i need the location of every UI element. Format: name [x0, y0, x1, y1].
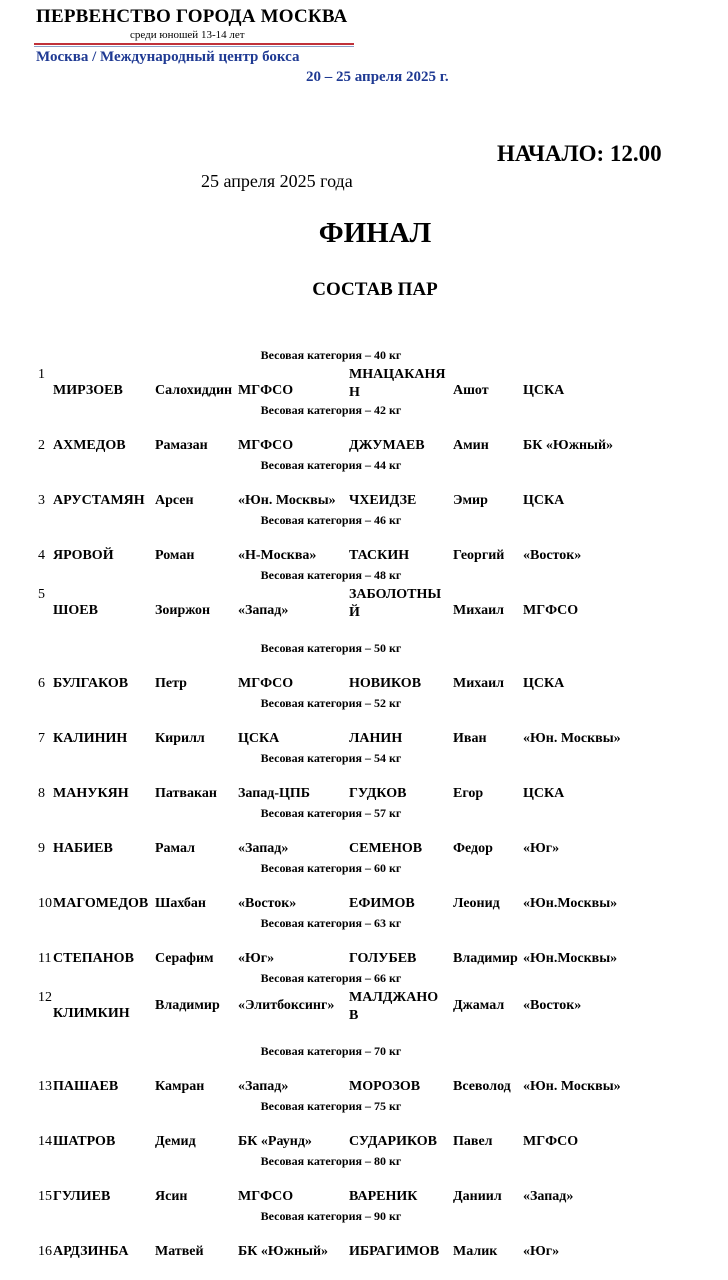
red-club: МГФСО [238, 676, 294, 691]
bout-number: 2 [38, 438, 45, 453]
bout-number: 4 [38, 548, 45, 563]
red-surname: МАНУКЯН [53, 786, 129, 801]
bout-number: 15 [38, 1189, 52, 1204]
red-surname: КАЛИНИН [53, 731, 128, 746]
blue-first-name: Иван [453, 731, 487, 746]
weight-category: Весовая категория – 50 кг [260, 641, 402, 655]
red-surname: СТЕПАНОВ [53, 951, 134, 966]
blue-club: «Юн.Москвы» [523, 896, 618, 911]
red-surname: АХМЕДОВ [53, 438, 126, 453]
blue-club: МГФСО [523, 1134, 579, 1149]
bout-number: 11 [38, 951, 52, 966]
blue-club: ЦСКА [523, 786, 565, 801]
blue-first-name: Малик [453, 1244, 498, 1259]
blue-surname: ТАСКИН [349, 548, 410, 563]
red-club: «Н-Москва» [238, 548, 317, 563]
venue: Москва / Международный центр бокса [36, 49, 300, 65]
red-surname: НАБИЕВ [53, 841, 113, 856]
blue-club: «Юг» [523, 1244, 560, 1259]
blue-surname: ЧХЕИДЗЕ [349, 493, 417, 508]
bout-number: 10 [38, 896, 52, 911]
bout-number: 13 [38, 1079, 52, 1094]
blue-club: БК «Южный» [523, 438, 614, 453]
red-club: «Запад» [238, 603, 289, 618]
blue-first-name: Ашот [453, 383, 489, 398]
weight-category: Весовая категория – 63 кг [260, 916, 402, 930]
blue-club: ЦСКА [523, 383, 565, 398]
red-club: БК «Раунд» [238, 1134, 312, 1149]
blue-surname: ЛАНИН [349, 731, 403, 746]
red-first-name: Петр [155, 676, 187, 691]
document-title: ПЕРВЕНСТВО ГОРОДА МОСКВА [36, 6, 348, 27]
bout-number: 12 [38, 990, 52, 1005]
blue-club: «Юн.Москвы» [523, 951, 618, 966]
blue-first-name: Павел [453, 1134, 493, 1149]
red-club: «Запад» [238, 1079, 289, 1094]
blue-club: ЦСКА [523, 676, 565, 691]
red-surname: ШАТРОВ [53, 1134, 116, 1149]
red-surname: КЛИМКИН [53, 1006, 130, 1021]
red-first-name: Кирилл [155, 731, 205, 746]
blue-first-name: Даниил [453, 1189, 502, 1204]
red-club: МГФСО [238, 383, 294, 398]
blue-surname: СЕМЕНОВ [349, 841, 423, 856]
blue-surname: ГУДКОВ [349, 786, 407, 801]
bout-number: 6 [38, 676, 45, 691]
weight-category: Весовая категория – 40 кг [260, 348, 402, 362]
weight-category: Весовая категория – 57 кг [260, 806, 402, 820]
red-club: БК «Южный» [238, 1244, 329, 1259]
blue-club: «Юг» [523, 841, 560, 856]
blue-club: ЦСКА [523, 493, 565, 508]
red-club: «Запад» [238, 841, 289, 856]
blue-first-name: Федор [453, 841, 493, 856]
bout-number: 5 [38, 587, 45, 602]
red-first-name: Владимир [155, 998, 220, 1013]
bout-number: 14 [38, 1134, 52, 1149]
bout-number: 16 [38, 1244, 52, 1259]
weight-category: Весовая категория – 42 кг [260, 403, 402, 417]
blue-surname: НОВИКОВ [349, 676, 422, 691]
weight-category: Весовая категория – 44 кг [260, 458, 402, 472]
blue-first-name: Михаил [453, 676, 505, 691]
red-first-name: Арсен [155, 493, 194, 508]
blue-first-name: Георгий [453, 548, 505, 563]
bout-number: 3 [38, 493, 45, 508]
red-club: МГФСО [238, 1189, 294, 1204]
red-club: МГФСО [238, 438, 294, 453]
blue-surname: МОРОЗОВ [349, 1079, 421, 1094]
blue-first-name: Амин [453, 438, 489, 453]
bout-number: 7 [38, 731, 45, 746]
red-surname: МАГОМЕДОВ [53, 896, 149, 911]
red-first-name: Патвакан [155, 786, 217, 801]
blue-first-name: Всеволод [453, 1079, 511, 1094]
blue-surname: МНАЦАКАНЯН [349, 367, 446, 400]
red-surname: ГУЛИЕВ [53, 1189, 111, 1204]
blue-first-name: Джамал [453, 998, 505, 1013]
red-first-name: Демид [155, 1134, 196, 1149]
blue-club: «Юн. Москвы» [523, 1079, 621, 1094]
red-club: ЦСКА [238, 731, 280, 746]
blue-club: «Запад» [523, 1189, 574, 1204]
blue-first-name: Егор [453, 786, 484, 801]
red-surname: АРДЗИНБА [53, 1244, 129, 1259]
red-first-name: Серафим [155, 951, 214, 966]
blue-club: «Восток» [523, 998, 582, 1013]
red-first-name: Камран [155, 1079, 205, 1094]
red-surname: ШОЕВ [53, 603, 98, 618]
red-surname: БУЛГАКОВ [53, 676, 129, 691]
weight-category: Весовая категория – 46 кг [260, 513, 402, 527]
weight-category: Весовая категория – 90 кг [260, 1209, 402, 1223]
header-divider-blue [34, 46, 354, 47]
blue-first-name: Эмир [453, 493, 488, 508]
blue-club: «Юн. Москвы» [523, 731, 621, 746]
red-club: «Юн. Москвы» [238, 493, 336, 508]
red-surname: ЯРОВОЙ [53, 548, 114, 563]
weight-category: Весовая категория – 70 кг [260, 1044, 402, 1058]
blue-first-name: Леонид [453, 896, 500, 911]
red-surname: АРУСТАМЯН [53, 493, 145, 508]
blue-surname: МАЛДЖАНОВ [349, 990, 439, 1023]
weight-category: Весовая категория – 48 кг [260, 568, 402, 582]
red-first-name: Матвей [155, 1244, 204, 1259]
blue-first-name: Михаил [453, 603, 505, 618]
red-first-name: Ясин [155, 1189, 188, 1204]
header-divider-red [34, 43, 354, 45]
blue-club: МГФСО [523, 603, 579, 618]
weight-category: Весовая категория – 80 кг [260, 1154, 402, 1168]
red-club: «Элитбоксинг» [238, 998, 335, 1013]
competition-day: 25 апреля 2025 года [201, 171, 353, 191]
weight-category: Весовая категория – 54 кг [260, 751, 402, 765]
stage-title: ФИНАЛ [318, 217, 432, 249]
blue-surname: СУДАРИКОВ [349, 1134, 437, 1149]
red-club: «Восток» [238, 896, 297, 911]
weight-category: Весовая категория – 75 кг [260, 1099, 402, 1113]
blue-first-name: Владимир [453, 951, 518, 966]
event-dates: 20 – 25 апреля 2025 г. [306, 69, 449, 85]
red-club: «Юг» [238, 951, 275, 966]
bout-number: 9 [38, 841, 45, 856]
red-first-name: Рамазан [155, 438, 208, 453]
blue-surname: ВАРЕНИК [349, 1189, 418, 1204]
red-first-name: Роман [155, 548, 195, 563]
red-club: Запад-ЦПБ [238, 786, 311, 801]
weight-category: Весовая категория – 52 кг [260, 696, 402, 710]
bout-number: 1 [38, 367, 45, 382]
blue-surname: ГОЛУБЕВ [349, 951, 417, 966]
red-surname: МИРЗОЕВ [53, 383, 123, 398]
blue-club: «Восток» [523, 548, 582, 563]
weight-category: Весовая категория – 66 кг [260, 971, 402, 985]
pairs-heading: СОСТАВ ПАР [312, 279, 438, 300]
red-first-name: Салохиддин [155, 383, 233, 398]
bout-number: 8 [38, 786, 45, 801]
blue-surname: ДЖУМАЕВ [349, 438, 425, 453]
weight-category: Весовая категория – 60 кг [260, 861, 402, 875]
start-time: НАЧАЛО: 12.00 [497, 141, 662, 166]
red-first-name: Рамал [155, 841, 195, 856]
blue-surname: ЕФИМОВ [349, 896, 415, 911]
blue-surname: ЗАБОЛОТНЫЙ [349, 587, 442, 620]
red-first-name: Зоиржон [155, 603, 211, 618]
red-first-name: Шахбан [155, 896, 206, 911]
red-surname: ПАШАЕВ [53, 1079, 119, 1094]
blue-surname: ИБРАГИМОВ [349, 1244, 440, 1259]
document-subtitle: среди юношей 13-14 лет [130, 29, 245, 41]
